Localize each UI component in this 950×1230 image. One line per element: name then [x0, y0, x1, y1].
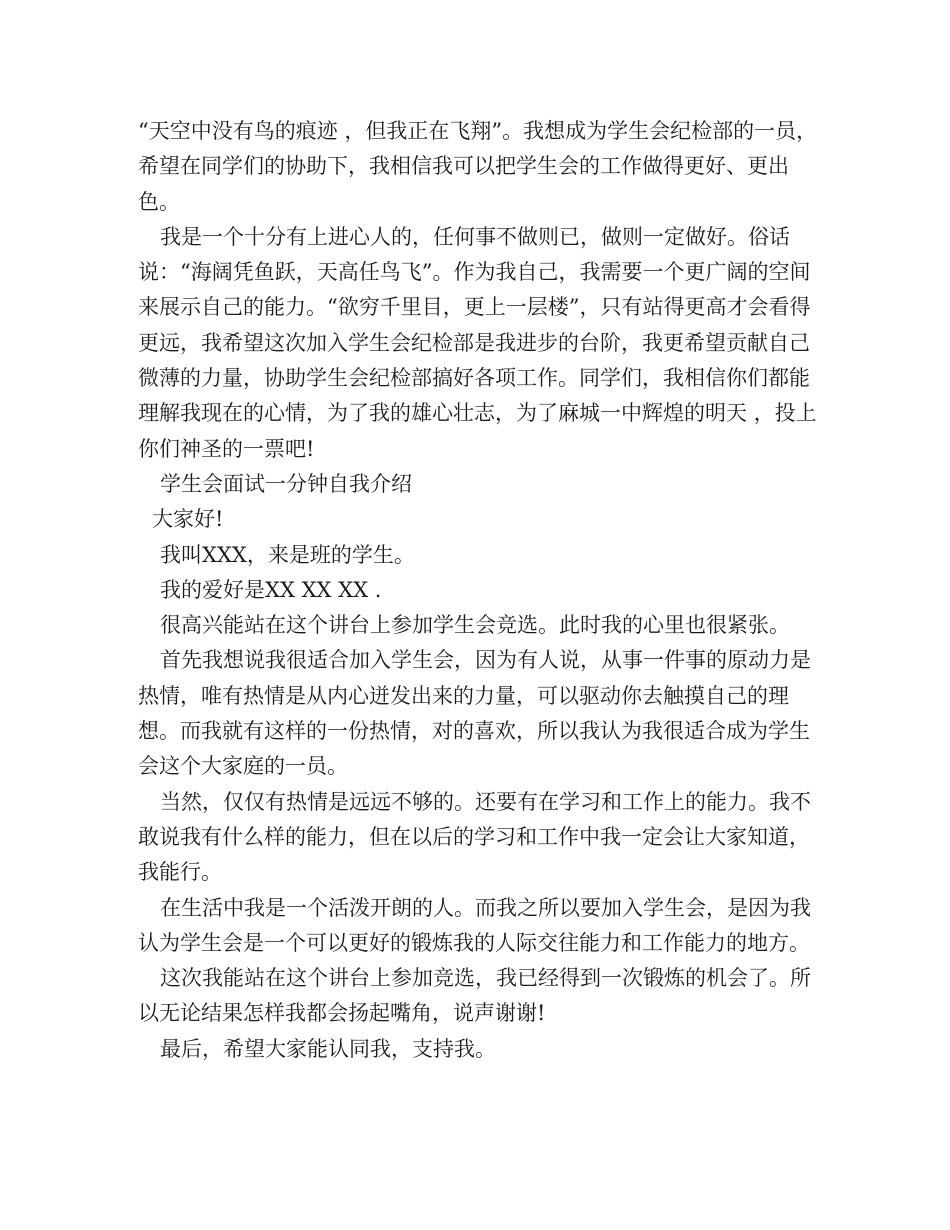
- paragraph-greeting: 大家好!: [152, 507, 224, 532]
- paragraph-hobbies: 我的爱好是XX XX XX .: [160, 577, 382, 602]
- paragraph-closing: 最后，希望大家能认同我，支持我。: [160, 1036, 496, 1061]
- paragraph-intro-quote: “天空中没有鸟的痕迹 ，但我正在飞翔”。我想成为学生会纪检部的一员，希望在同学们的协助下，我相信我可以把学生会的工作做得更好、更出色。: [138, 119, 818, 214]
- paragraph-personality: 在生活中我是一个活泼开朗的人。而我之所以要加入学生会，是因为我认为学生会是一个可以更好的锻炼我的人际交往能力和工作能力的地方。: [138, 895, 811, 955]
- paragraph-happy: 很高兴能站在这个讲台上参加学生会竞选。此时我的心里也很紧张。: [160, 613, 790, 638]
- paragraph-ability: 当然，仅仅有热情是远远不够的。还要有在学习和工作上的能力。我不敢说我有什么样的能力，但在以后的学习和工作中我一定会让大家知道，我能行。: [138, 789, 811, 885]
- paragraph-name: 我叫XXX，来是班的学生。: [160, 542, 415, 567]
- section-heading: 学生会面试一分钟自我介绍: [160, 471, 412, 496]
- paragraph-motivation: 我是一个十分有上进心人的，任何事不做则已，做则一定做好。俗话说：“海阔凭鱼跃，天高任鸟飞”。作为我自己，我需要一个更广阔的空间来展示自己的能力。“欲穷千里目，更上一层楼”，只有站得更高才会看得更远，我希望这次加入学生会纪检部是我进步的台阶，我更希望贡献自己微薄的力量，协助学生会纪检部搞好各项工作。同学们，我相信你们都能理解我现在的心情，为了我的雄心壮志，为了麻城一中辉煌的明天 ，投上你们神圣的一票吧!: [138, 224, 817, 461]
- document-body: [138, 114, 828, 1067]
- paragraph-opportunity: 这次我能站在这个讲台上参加竞选，我已经得到一次锻炼的机会了。所以无论结果怎样我都会扬起嘴角，说声谢谢!: [138, 966, 811, 1026]
- paragraph-passion: 首先我想说我很适合加入学生会，因为有人说，从事一件事的原动力是热情，唯有热情是从内心迸发出来的力量，可以驱动你去触摸自己的理想。而我就有这样的一份热情，对的喜欢，所以我认为我很适合成为学生会这个大家庭的一员。: [138, 648, 811, 779]
